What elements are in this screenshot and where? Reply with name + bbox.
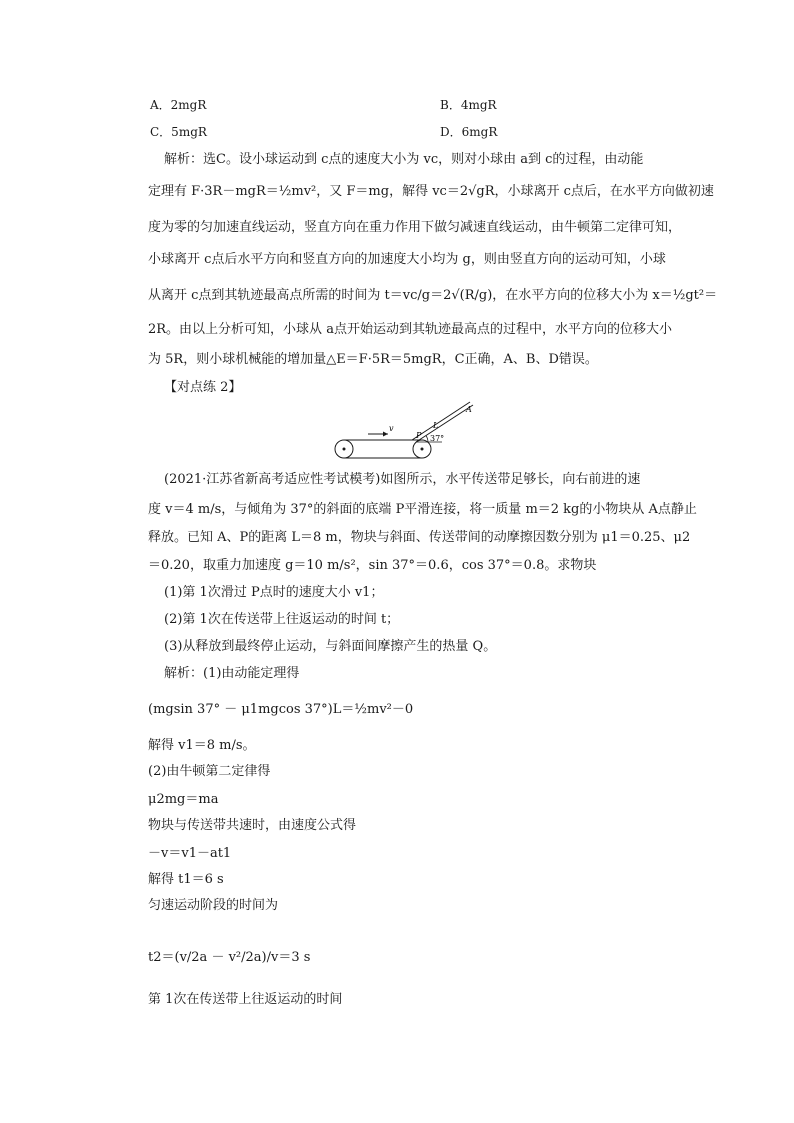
problem-line-1: (2021·江苏省新高考适应性考试模考)如图所示，水平传送带足够长，向右前进的速 (164, 472, 641, 487)
analysis2-line-5: μ2mg＝ma (148, 792, 219, 807)
section-title: 【对点练 2】 (164, 380, 242, 395)
analysis2-line-3: 解得 v1＝8 m/s。 (148, 738, 256, 753)
analysis2-line-7: －v＝v1－at1 (148, 846, 232, 861)
analysis1-line-4: 小球离开 c点后水平方向和竖直方向的加速度大小均为 g，则由竖直方向的运动可知，小球 (148, 252, 666, 267)
problem-line-2: 度 v＝4 m/s，与倾角为 37°的斜面的底端 P平滑连接，将一质量 m＝2 kg的小物块从 A点静止 (148, 502, 697, 517)
analysis2-line-11: 第 1次在传送带上往返运动的时间 (148, 992, 343, 1007)
option-d: D．6mgR (440, 125, 498, 139)
problem-line-3: 释放。已知 A、P的距离 L＝8 m，物块与斜面、传送带间的动摩擦因数分别为 μ1＝0.25、μ2 (148, 530, 691, 545)
analysis1-line-3: 度为零的匀加速直线运动，竖直方向在重力作用下做匀减速直线运动，由牛顿第二定律可知， (148, 220, 682, 235)
point-a-label: A (466, 405, 472, 414)
velocity-label: v (389, 424, 394, 433)
analysis2-line-8: 解得 t1＝6 s (148, 872, 224, 887)
analysis2-line-1: 解析：(1)由动能定理得 (164, 666, 300, 681)
analysis2-line-9: 匀速运动阶段的时间为 (148, 898, 279, 913)
question-2: (2)第 1次在传送带上往返运动的时间 t； (164, 612, 400, 627)
problem-line-4: ＝0.20，取重力加速度 g＝10 m/s²，sin 37°＝0.6，cos 37°＝0.8。求物块 (148, 558, 597, 573)
analysis2-line-4: (2)由牛顿第二定律得 (148, 764, 271, 779)
analysis1-line-2: 定理有 F·3R－mgR＝½mv²，又 F＝mg，解得 vc＝2√gR，小球离开 c点后，在水平方向做初速 (148, 184, 714, 199)
question-3: (3)从释放到最终停止运动，与斜面间摩擦产生的热量 Q。 (164, 639, 497, 654)
option-a: A．2mgR (150, 98, 207, 112)
analysis1-line-6: 2R。由以上分析可知，小球从 a点开始运动到其轨迹最高点的过程中，水平方向的位移大小 (148, 322, 672, 337)
analysis2-line-2: (mgsin 37° － μ1mgcos 37°)L＝½mv²－0 (148, 702, 414, 717)
point-p-label: P (416, 431, 422, 440)
analysis2-line-10: t2＝(v/2a － v²/2a)/v＝3 s (148, 950, 311, 965)
length-label: L (433, 421, 439, 430)
question-1: (1)第 1次滑过 P点时的速度大小 v1； (164, 585, 384, 600)
option-c: C．5mgR (150, 125, 207, 139)
analysis2-line-6: 物块与传送带共速时，由速度公式得 (148, 818, 357, 833)
angle-label: 37° (430, 434, 445, 443)
option-b: B．4mgR (440, 98, 497, 112)
analysis1-line-7: 为 5R，则小球机械能的增加量△E＝F·5R＝5mgR，C正确，A、B、D错误。 (148, 352, 598, 367)
analysis1-line-1: 解析：选C。设小球运动到 c点的速度大小为 vc，则对小球由 a到 c的过程，由动能 (164, 152, 644, 167)
conveyor-incline-figure (330, 398, 480, 466)
analysis1-line-5: 从离开 c点到其轨迹最高点所需的时间为 t＝vc/g＝2√(R/g)，在水平方向的位移大小为 x＝½gt²＝ (148, 288, 718, 303)
